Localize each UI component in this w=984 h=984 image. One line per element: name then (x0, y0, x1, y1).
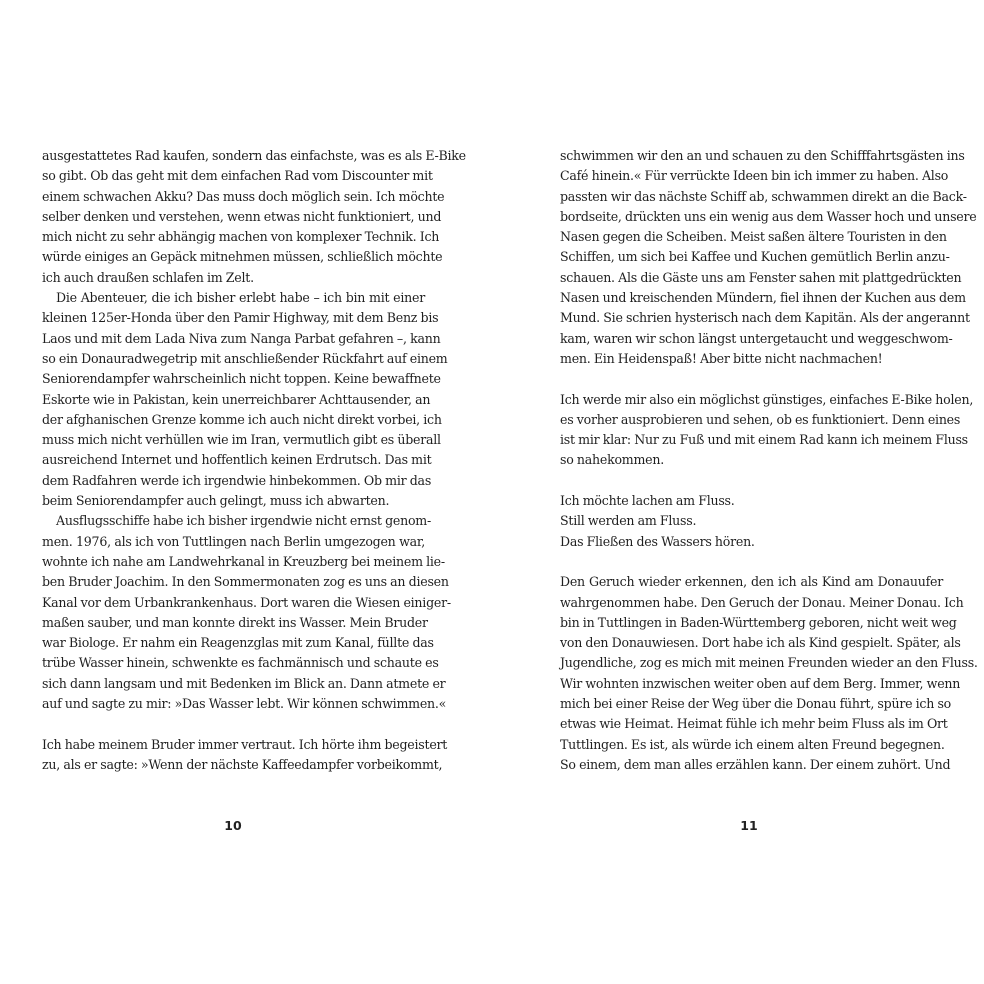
text-line: ist mir klar: Nur zu Fuß und mit einem Rad kann ich meinem Fluss (560, 432, 968, 448)
text-line: so ein Donauradwegetrip mit anschließender Rückfahrt auf einem (42, 350, 448, 366)
right-page-number: 11 (740, 818, 758, 833)
text-line: auf und sagte zu mir: »Das Wasser lebt. Wir können schwimmen.« (42, 696, 447, 712)
paragraph-gap (560, 552, 943, 572)
text-line: Seniorendampfer wahrscheinlich nicht toppen. Keine bewaffnete (42, 371, 441, 387)
text-line: dem Radfahren werde ich irgendwie hinbekommen. Ob mir das (42, 472, 432, 488)
text-line: maßen sauber, und man konnte direkt ins Wasser. Mein Bruder (42, 614, 428, 630)
paragraph-gap (560, 471, 943, 491)
text-line: passten wir das nächste Schiff ab, schwammen direkt an die Back- (560, 188, 967, 204)
text-line: kleinen 125er-Honda über den Pamir Highway, mit dem Benz bis (42, 310, 439, 326)
text-line: würde einiges an Gepäck mitnehmen müssen, schließlich möchte (42, 249, 443, 265)
text-line: so nahekommen. (560, 452, 664, 468)
text-line: men. 1976, als ich von Tuttlingen nach Berlin umgezogen war, (42, 533, 425, 549)
text-line: wahrgenommen habe. Den Geruch der Donau. Meiner Donau. Ich (560, 594, 964, 610)
text-line: Ich möchte lachen am Fluss. (560, 493, 735, 509)
text-line: von den Donauwiesen. Dort habe ich als Kind gespielt. Später, als (560, 635, 961, 651)
text-line: Still werden am Fluss. (560, 513, 697, 529)
right-page-text (560, 146, 978, 775)
text-line: es vorher ausprobieren und sehen, ob es funktioniert. Denn eines (560, 411, 961, 427)
text-line: men. Ein Heidenspaß! Aber bitte nicht nachmachen! (560, 350, 883, 366)
text-line: Schiffen, um sich bei Kaffee und Kuchen gemütlich Berlin anzu- (560, 249, 950, 265)
text-line: Nasen gegen die Scheiben. Meist saßen ältere Touristen in den (560, 229, 947, 245)
text-line: Das Fließen des Wassers hören. (560, 533, 755, 549)
text-line: selber denken und verstehen, wenn etwas nicht funktioniert, und (42, 208, 442, 224)
text-line: kam, waren wir schon längst untergetaucht und weggeschwom- (560, 330, 953, 346)
text-line: ben Bruder Joachim. In den Sommermonaten zog es uns an diesen (42, 574, 449, 590)
text-line: war Biologe. Er nahm ein Reagenzglas mit zum Kanal, füllte das (42, 635, 434, 651)
paragraph-gap (560, 369, 943, 389)
text-line: wohnte ich nahe am Landwehrkanal in Kreuzberg bei meinem lie- (42, 553, 445, 569)
text-line: zu, als er sagte: »Wenn der nächste Kaffeedampfer vorbeikommt, (42, 756, 443, 772)
text-line: bin in Tuttlingen in Baden-Württemberg geboren, nicht weit weg (560, 614, 957, 630)
text-line: einem schwachen Akku? Das muss doch möglich sein. Ich möchte (42, 188, 445, 204)
text-line: Café hinein.« Für verrückte Ideen bin ich immer zu haben. Also (560, 168, 949, 184)
text-line: ich auch draußen schlafen im Zelt. (42, 269, 254, 285)
text-line: Kanal vor dem Urbankrankenhaus. Dort waren die Wiesen einiger- (42, 594, 451, 610)
text-line: trübe Wasser hinein, schwenkte es fachmännisch und schaute es (42, 655, 439, 671)
text-line: Ausflugsschiffe habe ich bisher irgendwie nicht ernst genom- (56, 513, 431, 529)
left-page-text (42, 146, 466, 775)
text-line: Nasen und kreischenden Mündern, fiel ihnen der Kuchen aus dem (560, 290, 966, 306)
paragraph-gap (42, 714, 425, 734)
text-line: Eskorte wie in Pakistan, kein unerreichbarer Achttausender, an (42, 391, 431, 407)
text-line: so gibt. Ob das geht mit dem einfachen Rad vom Discounter mit (42, 168, 433, 184)
text-line: Tuttlingen. Es ist, als würde ich einem alten Freund begegnen. (560, 736, 945, 752)
text-line: Jugendliche, zog es mich mit meinen Freunden wieder an den Fluss. (560, 655, 978, 671)
text-line: muss mich nicht verhüllen wie im Iran, vermutlich gibt es überall (42, 432, 441, 448)
text-line: Mund. Sie schrien hysterisch nach dem Kapitän. Als der angerannt (560, 310, 970, 326)
text-line: Ich werde mir also ein möglichst günstiges, einfaches E-Bike holen, (560, 391, 974, 407)
text-line: ausreichend Internet und hoffentlich keinen Erdrutsch. Das mit (42, 452, 432, 468)
text-line: Ich habe meinem Bruder immer vertraut. Ich hörte ihm begeistert (42, 736, 448, 752)
left-page-number: 10 (224, 818, 242, 833)
text-line: schauen. Als die Gäste uns am Fenster sahen mit plattgedrückten (560, 269, 962, 285)
text-line: bordseite, drückten uns ein wenig aus dem Wasser hoch und unsere (560, 208, 977, 224)
text-line: mich nicht zu sehr abhängig machen von komplexer Technik. Ich (42, 229, 440, 245)
text-line: Laos und mit dem Lada Niva zum Nanga Parbat gefahren –, kann (42, 330, 441, 346)
text-line: Die Abenteuer, die ich bisher erlebt habe – ich bin mit einer (56, 290, 425, 306)
text-line: der afghanischen Grenze komme ich auch nicht direkt vorbei, ich (42, 411, 442, 427)
text-line: schwimmen wir den an und schauen zu den Schifffahrtsgästen ins (560, 148, 965, 163)
text-line: Den Geruch wieder erkennen, den ich als Kind am Donauufer (560, 574, 943, 590)
left-page (42, 146, 466, 775)
right-page (560, 146, 978, 775)
text-line: beim Seniorendampfer auch gelingt, muss ich abwarten. (42, 493, 390, 509)
text-line: mich bei einer Reise der Weg über die Donau führt, spüre ich so (560, 696, 951, 712)
text-line: So einem, dem man alles erzählen kann. Der einem zuhört. Und (560, 756, 951, 772)
text-line: Wir wohnten inzwischen weiter oben auf dem Berg. Immer, wenn (560, 675, 961, 691)
text-line: sich dann langsam und mit Bedenken im Blick an. Dann atmete er (42, 675, 446, 691)
text-line: etwas wie Heimat. Heimat fühle ich mehr beim Fluss als im Ort (560, 716, 948, 732)
text-line: ausgestattetes Rad kaufen, sondern das einfachste, was es als E-Bike (42, 148, 466, 163)
